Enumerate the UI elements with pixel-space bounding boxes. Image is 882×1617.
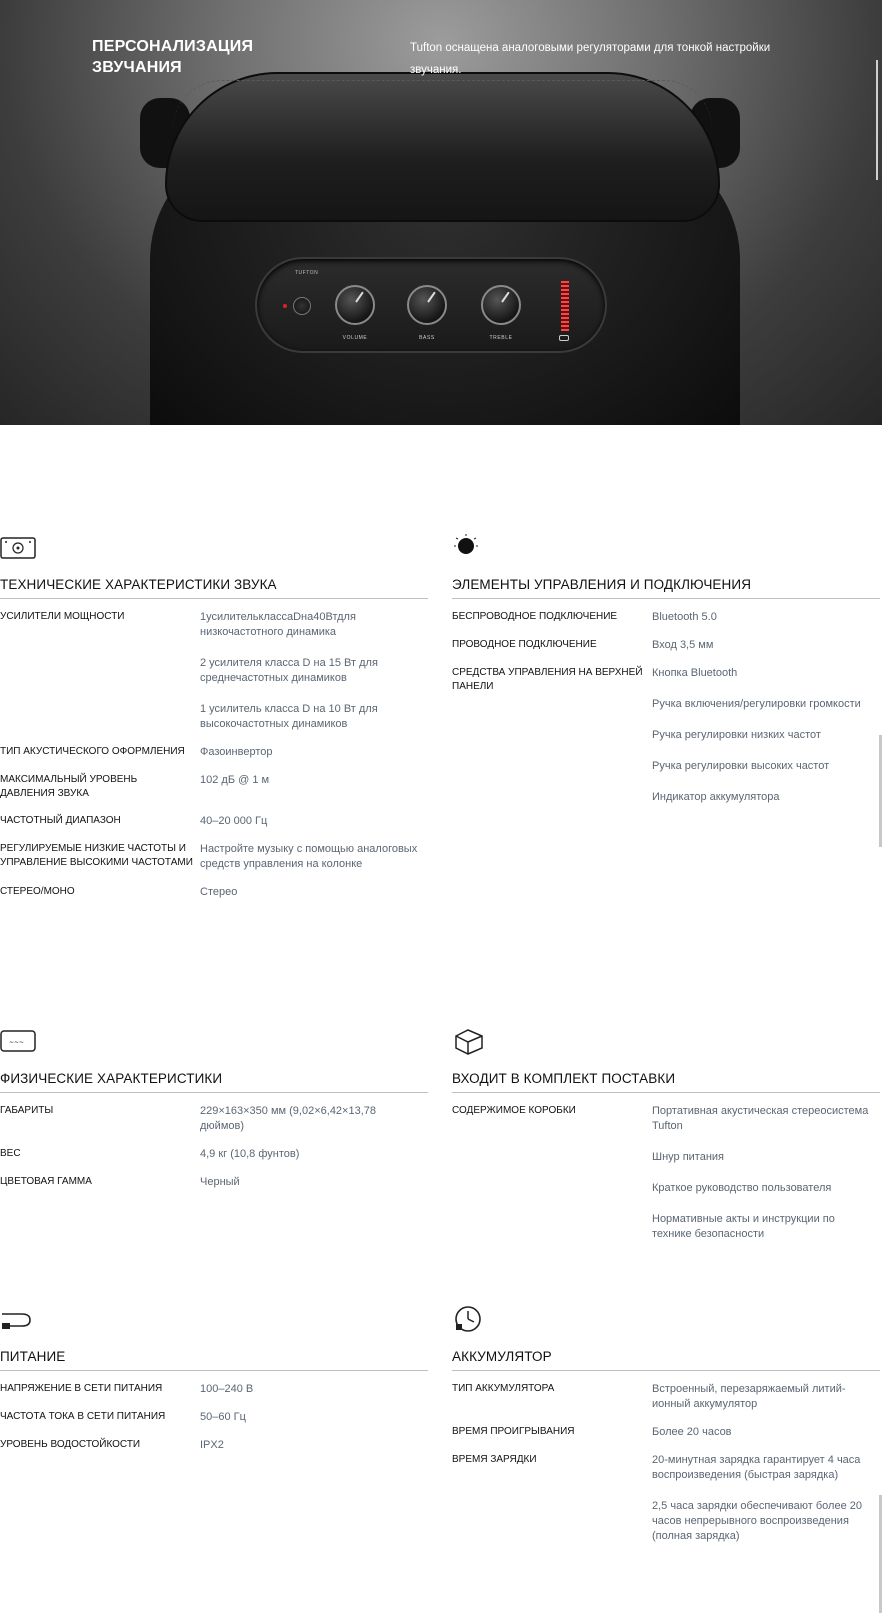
hero-banner [0,0,882,425]
spec-row [452,610,880,625]
spec-values [200,773,428,801]
spec-row [0,1175,428,1190]
spec-row [452,1453,880,1544]
spec-label: НАПРЯЖЕНИЕ В СЕТИ ПИТАНИЯ [0,1383,163,1394]
package-icon [452,1026,488,1056]
spec-row [0,1147,428,1162]
spec-label: ЦВЕТОВАЯ ГАММА [0,1176,92,1187]
spec-values [652,666,880,805]
spec-row [0,1104,428,1134]
spec-row [0,745,428,760]
spec-row [452,1425,880,1440]
section-divider [0,598,428,599]
spec-label: ВРЕМЯ ПРОИГРЫВАНИЯ [452,1426,575,1437]
spec-row [0,1410,428,1425]
spec-value: 1 усилитель класса D на 10 Вт для высокочастотных динамиков [200,703,378,730]
hero-title-line-2: ЗВУЧАНИЯ [92,59,182,76]
spec-value: 2,5 часа зарядки обеспечивают более 20 часов непрерывного воспроизведения (полная зарядка) [652,1500,862,1542]
spec-value: Нормативные акты и инструкции по технике безопасности [652,1213,835,1240]
spec-value: 1усилителькласcaDна40Втдля низкочастотного динамика [200,611,356,638]
section-title: ВХОДИТ В КОМПЛЕКТ ПОСТАВКИ [452,1071,676,1086]
spec-value: Вход 3,5 мм [652,639,714,651]
spec-label: ТИП АКУСТИЧЕСКОГО ОФОРМЛЕНИЯ [0,746,185,757]
knob-icon [452,532,488,562]
spec-value: Настройте музыку с помощью аналоговых средств управления на колонке [200,843,418,870]
spec-value: Встроенный, перезаряжаемый литий-ионный аккумулятор [652,1383,846,1410]
spec-value: Краткое руководство пользователя [652,1182,832,1194]
section-divider [0,1370,428,1371]
spec-value: Кнопка Bluetooth [652,667,738,679]
spec-row [0,814,428,829]
spec-rows [452,610,880,818]
spec-value: Шнур питания [652,1151,725,1163]
spec-label: ПРОВОДНОЕ ПОДКЛЮЧЕНИЕ [452,639,597,650]
spec-value: 229×163×350 мм (9,02×6,42×13,78 дюймов) [200,1105,376,1132]
spec-value: Более 20 часов [652,1426,732,1438]
spec-values [200,842,428,872]
spec-value: IPX2 [200,1439,224,1451]
spec-value: Черный [200,1176,240,1188]
spec-label: МАКСИМАЛЬНЫЙ УРОВЕНЬ ДАВЛЕНИЯ ЗВУКА [0,774,138,799]
clock-icon [452,1304,488,1334]
spec-label: РЕГУЛИРУЕМЫЕ НИЗКИЕ ЧАСТОТЫ И УПРАВЛЕНИЕ ВЫСОКИМИ ЧАСТОТАМИ [0,843,193,868]
spec-values [200,1438,428,1453]
spec-rows [0,1104,428,1203]
spec-values [652,610,880,625]
spec-label: СТЕРЕО/МОНО [0,886,75,897]
hero-title-line-1: ПЕРСОНАЛИЗАЦИЯ [92,38,254,55]
spec-row [0,773,428,801]
section-title: ЭЛЕМЕНТЫ УПРАВЛЕНИЯ И ПОДКЛЮЧЕНИЯ [452,577,752,592]
spec-value: Портативная акустическая стереосистема Tufton [652,1105,869,1132]
spec-row [0,1382,428,1397]
spec-label: ВРЕМЯ ЗАРЯДКИ [452,1454,537,1465]
spec-values [652,1382,880,1412]
spec-value: Фазоинвертор [200,746,273,758]
spec-row [0,610,428,732]
spec-value: Стерео [200,886,238,898]
section-divider [452,1092,880,1093]
spec-values [200,1410,428,1425]
spec-values [652,1104,880,1242]
spec-values [200,1147,428,1162]
spec-row [452,638,880,653]
treble-knob [481,285,521,325]
hero-scrollbar[interactable] [876,60,878,180]
spec-value: 4,9 кг (10,8 фунтов) [200,1148,300,1160]
spec-values [652,638,880,653]
spec-value: Ручка включения/регулировки громкости [652,698,861,710]
spec-row [0,842,428,872]
section-title: АККУМУЛЯТОР [452,1349,552,1364]
spec-value: 20-минутная зарядка гарантирует 4 часа воспроизведения (быстрая зарядка) [652,1454,861,1481]
spec-label: ЧАСТОТА ТОКА В СЕТИ ПИТАНИЯ [0,1411,166,1422]
spec-values [200,885,428,900]
bass-knob [407,285,447,325]
spec-values [200,814,428,829]
spec-label: ЧАСТОТНЫЙ ДИАПАЗОН [0,815,121,826]
hero-description: Tufton оснащена аналоговыми регуляторами для тонкой настройки звучания. [410,42,771,76]
spec-values [200,610,428,732]
spec-values [652,1453,880,1544]
spec-row [0,885,428,900]
spec-row [452,1104,880,1242]
section-divider [0,1092,428,1093]
battery-icon [559,335,569,341]
speaker-control-panel [255,257,607,353]
spec-value: 102 дБ @ 1 м [200,774,270,786]
spec-row [0,1438,428,1453]
spec-value: Индикатор аккумулятора [652,791,780,803]
spec-values [200,1104,428,1134]
spec-value: 40–20 000 Гц [200,815,268,827]
knob-label-bass: BASS [419,335,435,341]
spec-value: Ручка регулировки высоких частот [652,760,830,772]
knob-label-treble: TREBLE [489,335,513,341]
spec-label: УРОВЕНЬ ВОДОСТОЙКОСТИ [0,1439,141,1450]
spec-rows [0,610,428,913]
spec-values [200,1175,428,1190]
speaker-box-icon [0,1026,36,1056]
speaker-handle [165,72,720,222]
section-title: ТЕХНИЧЕСКИЕ ХАРАКТЕРИСТИКИ ЗВУКА [0,577,277,592]
section-divider [452,598,880,599]
bluetooth-button [293,297,311,315]
spec-values [200,1382,428,1397]
battery-indicator [561,281,569,331]
panel-brand: TUFTON [295,270,319,276]
spec-values [200,745,428,760]
svg-text:~~~: ~~~ [9,1039,25,1046]
volume-knob [335,285,375,325]
section-divider [452,1370,880,1371]
spec-value: 2 усилителя класса D на 15 Вт для среднечастотных динамиков [200,657,378,684]
spec-label: ВЕС [0,1148,21,1159]
spec-rows [452,1382,880,1557]
spec-rows [0,1382,428,1466]
speaker-icon [0,532,36,562]
spec-label: СРЕДСТВА УПРАВЛЕНИЯ НА ВЕРХНЕЙ ПАНЕЛИ [452,667,643,692]
spec-row [452,1382,880,1412]
knob-label-volume: VOLUME [342,335,368,341]
spec-label: ТИП АККУМУЛЯТОРА [452,1383,555,1394]
section-title: ПИТАНИЕ [0,1349,66,1364]
spec-value: 100–240 В [200,1383,254,1395]
spec-value: 50–60 Гц [200,1411,246,1423]
spec-label: УСИЛИТЕЛИ МОЩНОСТИ [0,611,125,622]
spec-rows [452,1104,880,1255]
power-cable-icon [0,1304,36,1334]
spec-row [452,666,880,805]
spec-label: БЕСПРОВОДНОЕ ПОДКЛЮЧЕНИЕ [452,611,618,622]
spec-values [652,1425,880,1440]
spec-value: Ручка регулировки низких частот [652,729,821,741]
power-led [283,304,287,308]
spec-value: Bluetooth 5.0 [652,611,717,623]
spec-label: СОДЕРЖИМОЕ КОРОБКИ [452,1105,576,1116]
spec-label: ГАБАРИТЫ [0,1105,54,1116]
hero-title [92,36,292,78]
section-title: ФИЗИЧЕСКИЕ ХАРАКТЕРИСТИКИ [0,1071,223,1086]
